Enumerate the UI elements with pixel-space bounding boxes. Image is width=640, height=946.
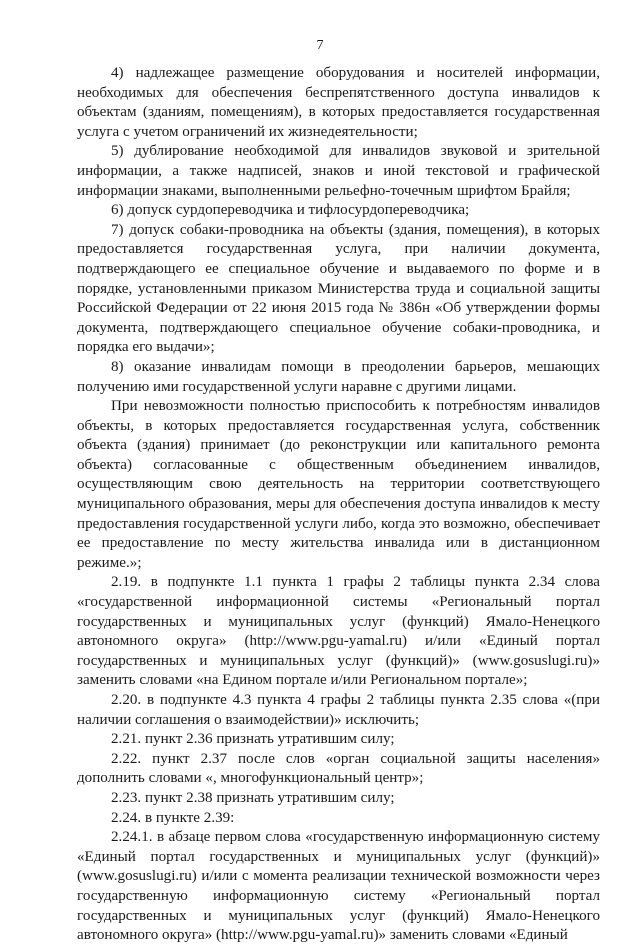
- page-number: 7: [316, 38, 324, 53]
- paragraph-amendment-2-24: 2.24. в пункте 2.39:: [111, 809, 235, 826]
- paragraph-amendment-2-24-1: 2.24.1. в абзаце первом слова «государственную информационную систему «Единый портал государственных и муниципальных услуг (функций)» (www.gosuslugi.ru) и/или с момента реализации технической возможности через государственную информационную систему «Региональный портал государственных и муниципальных услуг (функций) Ямало-Ненецкого автономного округа» (http://www.pgu-yamal.ru)» заменить словами «Единый: [77, 829, 600, 944]
- paragraph-amendment-2-21: 2.21. пункт 2.36 признать утратившим силу;: [111, 731, 395, 748]
- paragraph-impossibility-clause: При невозможности полностью приспособить к потребностям инвалидов объекты, в которых предоставляется государственная услуга, собственник объекта (здания) принимает (до реконструкции или капитального ремонта объекта) согласованные с общественным объединением инвалидов, осуществляющим свою деятельность на территории соответствующего муниципального образования, меры для обеспечения доступа инвалидов к месту предоставления государственной услуги либо, когда это возможно, обеспечивает ее предоставление по месту жительства инвалида или в дистанционном режиме.»;: [77, 398, 600, 571]
- paragraph-item-7-guide-dog: 7) допуск собаки-проводника на объекты (здания, помещения), в которых предоставляется государственная услуга, при наличии документа, подтверждающего ее специальное обучение и выдаваемого по форме и в порядке, установленными приказом Министерства труда и социальной защиты Российской Федерации от 22 июня 2015 года № 386н «Об утверждении формы документа, подтверждающего специальное обучение собаки-проводника, и порядка его выдачи»;: [77, 221, 600, 356]
- paragraph-item-4-placement: 4) надлежащее размещение оборудования и носителей информации, необходимых для обеспечения беспрепятственного доступа инвалидов к объектам (зданиям, помещениям), в которых предоставляется государственная услуга с учетом ограничений их жизнедеятельности;: [77, 65, 600, 140]
- paragraph-amendment-2-20: 2.20. в подпункте 4.3 пункта 4 графы 2 таблицы пункта 2.35 слова «(при наличии соглашения о взаимодействии)» исключить;: [77, 692, 600, 728]
- paragraph-amendment-2-19: 2.19. в подпункте 1.1 пункта 1 графы 2 таблицы пункта 2.34 слова «государственной информационной системы «Региональный портал государственных и муниципальных услуг (функций) Ямало-Ненецкого автономного округа» (http://www.pgu-yamal.ru) и/или «Единый портал государственных и муниципальных услуг (функций)» (www.gosuslugi.ru)» заменить словами «на Едином портале и/или Региональном портале»;: [77, 574, 600, 689]
- paragraph-item-5-duplication: 5) дублирование необходимой для инвалидов звуковой и зрительной информации, а также надписей, знаков и иной текстовой и графической информации знаками, выполненными рельефно-точечным шрифтом Брайля;: [77, 143, 600, 199]
- paragraph-amendment-2-23: 2.23. пункт 2.38 признать утратившим силу;: [111, 789, 395, 806]
- paragraph-amendment-2-22: 2.22. пункт 2.37 после слов «орган социальной защиты населения» дополнить словами «, многофункциональный центр»;: [77, 750, 600, 787]
- paragraph-item-6-interpreter: 6) допуск сурдопереводчика и тифлосурдопереводчика;: [111, 202, 470, 219]
- document-body: [77, 64, 600, 946]
- paragraph-item-8-assistance: 8) оказание инвалидам помощи в преодолении барьеров, мешающих получению ими государственной услуги наравне с другими лицами.: [77, 358, 600, 395]
